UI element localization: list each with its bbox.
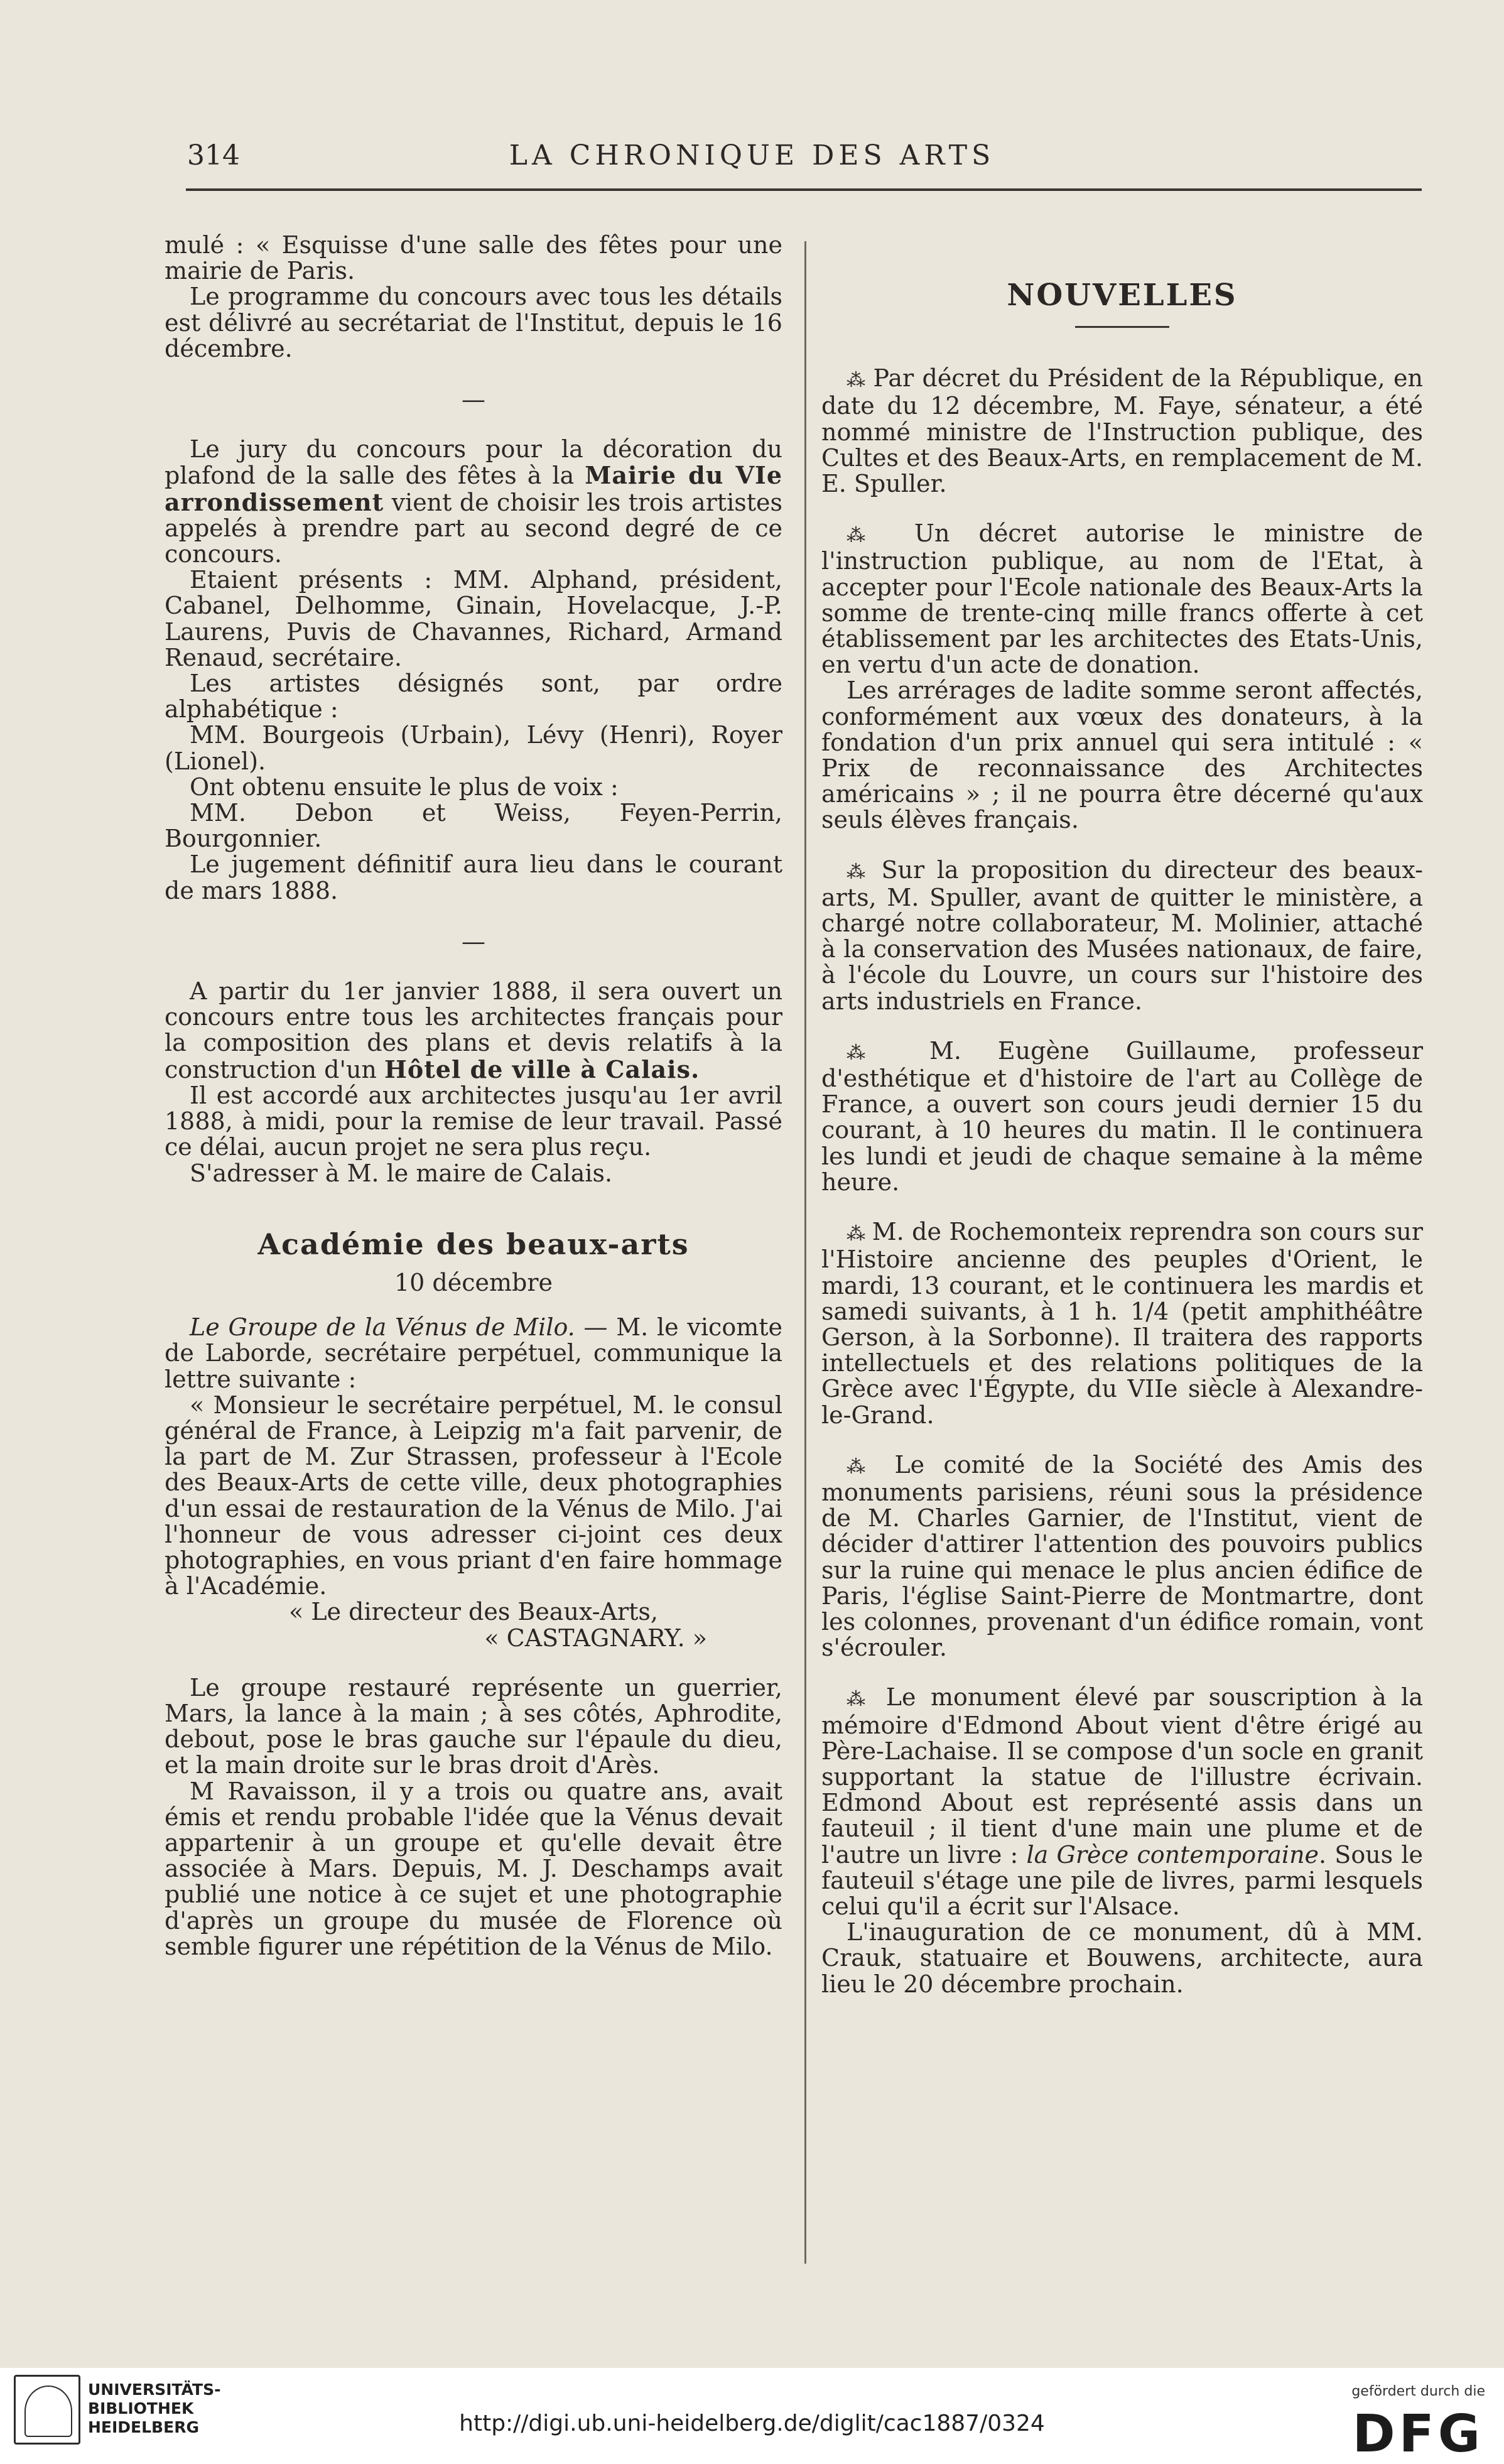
paragraph: Le jury du concours pour la décoration du plafond de la salle des fêtes à la Mairie du VIe arrondissement vient de choisir les trois artistes appelés à prendre part au second degré de ce concours.: [165, 435, 782, 568]
paragraph: mulé : « Esquisse d'une salle des fêtes pour une mairie de Paris.: [165, 232, 782, 285]
paragraph: MM. Debon et Weiss, Feyen-Perrin, Bourgonnier.: [165, 799, 782, 853]
italic-book-title: la Grèce contemporaine: [1026, 1840, 1319, 1869]
highlight-mairie: Mairie du VIe arrondissement: [165, 461, 782, 516]
paragraph: Le jugement définitif aura lieu dans le courant de mars 1888.: [165, 850, 782, 904]
paragraph: Ont obtenu ensuite le plus de voix :: [190, 773, 619, 801]
header-rule: [186, 188, 1422, 191]
italic-title: Le Groupe de la Vénus de Milo.: [190, 1313, 575, 1342]
paragraph: MM. Bourgeois (Urbain), Lévy (Henri), Royer (Lionel).: [165, 721, 782, 775]
left-column: [165, 232, 782, 2280]
news-item: ⁂ M. de Rochemonteix reprendra son cours sur l'Histoire ancienne des peuples d'Orient, le mardi, 13 courant, et le continuera les mardis et samedi suivants, à 1 h. 1/4 (petit amphithéâtre Gerson, à la Sorbonne). Il traitera des rapports intellectuels et des relations politiques de la Grèce avec l'Égypte, du VIIe siècle à Alexandre-le-Grand.: [821, 1218, 1423, 1429]
asterism-icon: ⁂: [847, 860, 869, 883]
asterism-icon: ⁂: [847, 369, 865, 392]
news-item: ⁂ Le comité de la Société des Amis des monuments parisiens, réuni sous la présidence de M. Charles Garnier, de l'Institut, vient de décider d'attirer l'attention des pouvoirs publics sur la ruine qui menace le plus ancien édifice de Paris, l'église Saint-Pierre de Montmartre, dont les colonnes, provenant d'un édifice romain, vont s'écrouler.: [821, 1450, 1423, 1662]
section-dash: —: [462, 927, 485, 955]
academie-title: Académie des beaux-arts: [257, 1227, 690, 1261]
page-number: 314: [187, 139, 240, 171]
letter-signature-title: « Le directeur des Beaux-Arts,: [288, 1598, 659, 1626]
column-divider: [804, 241, 806, 2264]
news-item: ⁂ Un décret autorise le ministre de l'instruction publique, au nom de l'Etat, à accepter pour l'Ecole nationale des Beaux-Arts la somme de trente-cinq mille francs offerte à cet établissement par les architectes des Etats-Unis, en vertu d'un acte de donation.: [821, 519, 1423, 679]
paragraph: Le groupe restauré représente un guerrier, Mars, la lance à la main ; à ses côtés, Aphrodite, debout, pose le bras gauche sur l'épaule du dieu, et la main droite sur le bras droit d'Arès.: [165, 1673, 782, 1779]
title-rule: [1075, 326, 1169, 328]
right-column: [821, 232, 1423, 2280]
paragraph: Il est accordé aux architectes jusqu'au 1er avril 1888, à midi, pour la remise de leur travail. Passé ce délai, aucun projet ne sera plus reçu.: [165, 1081, 782, 1161]
news-item: ⁂ Le monument élevé par souscription à la mémoire d'Edmond About vient d'être érigé au Père-Lachaise. Il se compose d'un socle en granit supportant la statue de l'illustre écrivain. Edmond About est représenté assis dans un fauteuil ; il tient d'une main une plume et de l'autre un livre : la Grèce contemporaine. Sous le fauteuil s'étage une pile de livres, parmi lesquels celui qu'il a écrit sur l'Alsace.: [821, 1683, 1423, 1920]
permalink-url[interactable]: http://digi.ub.uni-heidelberg.de/diglit/cac1887/0324: [459, 2411, 1045, 2436]
asterism-icon: ⁂: [847, 1688, 872, 1711]
highlight-hotel-de-ville: Hôtel de ville à Calais.: [384, 1055, 700, 1083]
academie-date: 10 décembre: [394, 1268, 553, 1296]
news-item: ⁂ Sur la proposition du directeur des beaux-arts, M. Spuller, avant de quitter le ministère, a chargé notre collaborateur, M. Molinier, attaché à la conservation des Musées nationaux, de faire, à l'école du Louvre, un cours sur l'histoire des arts industriels en France.: [821, 855, 1423, 1015]
letter-signature-name: « CASTAGNARY. »: [484, 1624, 707, 1652]
paragraph: S'adresser à M. le maire de Calais.: [190, 1159, 613, 1187]
running-title: LA CHRONIQUE DES ARTS: [509, 139, 995, 171]
news-item: ⁂ Par décret du Président de la République, en date du 12 décembre, M. Faye, sénateur, a été nommé ministre de l'Instruction publique, des Cultes et des Beaux-Arts, en remplacement de M. E. Spuller.: [821, 364, 1423, 498]
paragraph: Le Groupe de la Vénus de Milo. — M. le vicomte de Laborde, secrétaire perpétuel, communique la lettre suivante :: [165, 1313, 782, 1393]
section-dash: —: [462, 386, 485, 414]
nouvelles-title: NOUVELLES: [1007, 278, 1238, 313]
paragraph: Les artistes désignés sont, par ordre alphabétique :: [165, 670, 782, 724]
asterism-icon: ⁂: [847, 1223, 865, 1246]
asterism-icon: ⁂: [847, 1455, 876, 1478]
funding-note: gefördert durch die: [1351, 2384, 1485, 2399]
paragraph: Le programme du concours avec tous les détails est délivré au secrétariat de l'Institut, depuis le 16 décembre.: [165, 283, 782, 362]
library-name: UNIVERSITÄTS- BIBLIOTHEK HEIDELBERG: [88, 2380, 221, 2436]
news-item: ⁂ M. Eugène Guillaume, professeur d'esthétique et d'histoire de l'art au Collège de France, a ouvert son cours jeudi dernier 15 du courant, à 10 heures du matin. Il le continuera les lundi et jeudi de chaque semaine à la même heure.: [821, 1036, 1423, 1196]
paragraph: A partir du 1er janvier 1888, il sera ouvert un concours entre tous les architectes français pour la composition des plans et devis relatifs à la construction d'un Hôtel de ville à Calais.: [165, 977, 782, 1083]
asterism-icon: ⁂: [847, 524, 885, 547]
letter-paragraph: « Monsieur le secrétaire perpétuel, M. le consul général de France, à Leipzig m'a fait parvenir, de la part de M. Zur Strassen, professeur à l'Ecole des Beaux-Arts de cette ville, deux photographies d'un essai de restauration de la Vénus de Milo. J'ai l'honneur de vous adresser ci-joint ces deux photographies, en vous priant d'en faire hommage à l'Académie.: [165, 1391, 782, 1600]
dfg-logo: DFG: [1352, 2404, 1484, 2464]
news-item: Les arrérages de ladite somme seront affectés, conformément aux vœux des donateurs, à la fondation d'un prix annuel qui sera intitulé : « Prix de reconnaissance des Architectes américains » ; il ne pourra être décerné qu'aux seuls élèves français.: [821, 676, 1423, 834]
paragraph: M Ravaisson, il y a trois ou quatre ans, avait émis et rendu probable l'idée que la Vénus devait appartenir à un groupe et qu'elle devait être associée à Mars. Depuis, M. J. Deschamps avait publié une notice à ce sujet et une photographie d'après un groupe du musée de Florence où semble figurer une répétition de la Vénus de Milo.: [165, 1777, 782, 1960]
news-item: L'inauguration de ce monument, dû à MM. Crauk, statuaire et Bouwens, architecte, aura lieu le 20 décembre prochain.: [821, 1918, 1423, 1998]
asterism-icon: ⁂: [847, 1041, 893, 1064]
paragraph: Etaient présents : MM. Alphand, président, Cabanel, Delhomme, Ginain, Hovelacque, J.-P. Laurens, Puvis de Chavannes, Richard, Armand Renaud, secrétaire.: [165, 566, 782, 671]
